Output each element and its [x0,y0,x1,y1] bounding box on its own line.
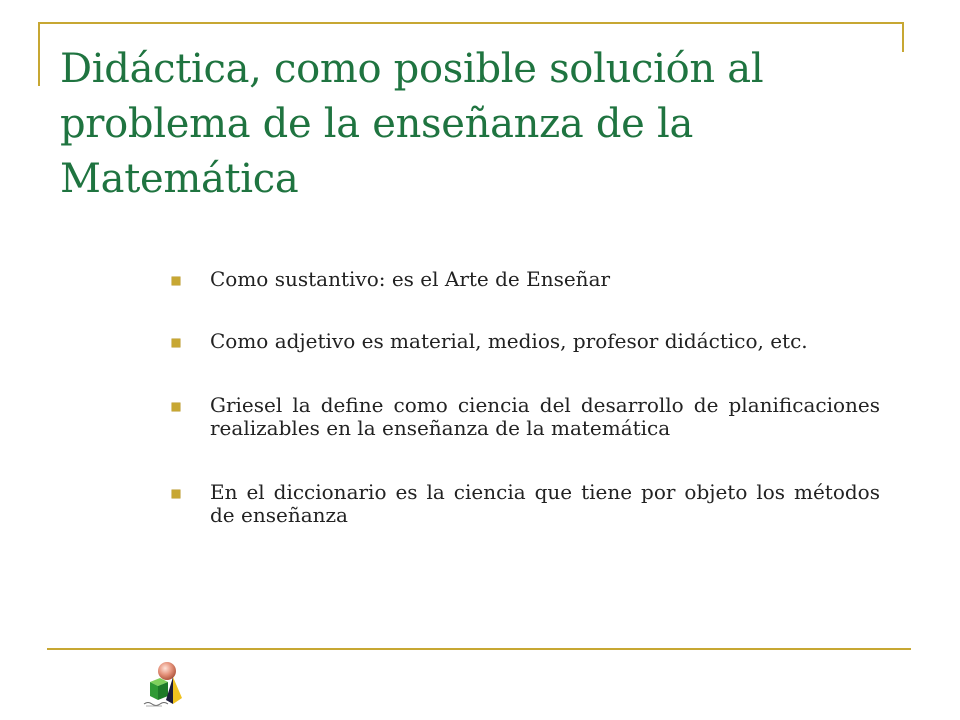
frame-top-line [38,22,904,24]
square-bullet-icon [172,277,180,285]
bullet-text: Como sustantivo: es el Arte de Enseñar [210,267,611,291]
bullet-item [168,394,880,440]
frame-left-line [38,22,40,86]
square-bullet-icon [172,403,180,411]
bullet-list [168,268,880,527]
square-bullet-icon [172,339,180,347]
bullet-item [168,268,880,291]
bullet-item [168,481,880,527]
frame-right-line [902,22,904,52]
frame-bottom-line [47,648,911,650]
slide-title: Didáctica, como posible solución al problema de la enseñanza de la Matemática [60,46,764,202]
bullet-text: En el diccionario es la ciencia que tiene por objeto los métodos de enseñanza [210,480,880,527]
geometric-shapes-logo-icon [140,660,190,708]
bullet-item [168,330,880,353]
bullet-text: Griesel la define como ciencia del desarrollo de planificaciones realizables en la enseñanza de la matemática [210,393,880,440]
bullet-text: Como adjetivo es material, medios, profesor didáctico, etc. [210,329,808,353]
square-bullet-icon [172,490,180,498]
